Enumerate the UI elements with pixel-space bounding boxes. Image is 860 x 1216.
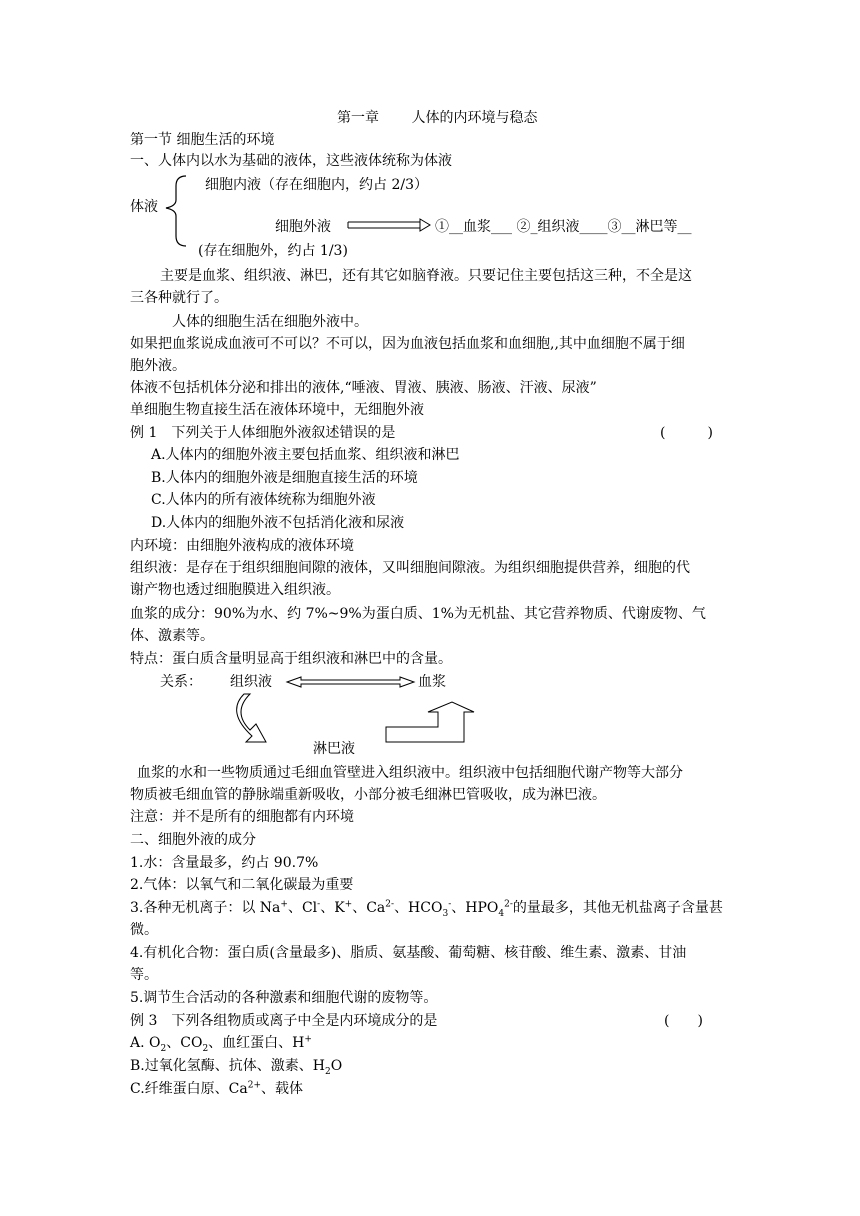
extracellular-note: (存在细胞外，约占 1/3) — [198, 243, 348, 259]
example-3-option-c: C.纤维蛋白原、$Ca^{2+}$、载体 — [130, 1080, 304, 1097]
paragraph-6: 内环境：由细胞外液构成的液体环境 — [130, 538, 354, 554]
relation-plasma: 血浆 — [418, 674, 446, 690]
section-title: 第一节 细胞生活的环境 — [130, 132, 275, 148]
paragraph-1b: 三各种就行了。 — [130, 290, 228, 306]
paragraph-9: 特点：蛋白质含量明显高于组织液和淋巴中的含量。 — [130, 651, 452, 667]
paragraph-4: 体液不包括机体分泌和排出的液体,“唾液、胃液、胰液、肠液、汗液、尿液” — [130, 380, 597, 396]
bidirectional-arrow-icon — [287, 677, 414, 687]
example-1-option-c: C.人体内的所有液体统称为细胞外液 — [151, 492, 376, 508]
paragraph-7b: 谢产物也透过细胞膜进入组织液。 — [130, 582, 340, 598]
example-3-answer-paren: ( ) — [664, 1013, 703, 1029]
example-1-option-a: A.人体内的细胞外液主要包括血浆、组织液和淋巴 — [151, 447, 460, 463]
example-1-answer-paren: ( ) — [660, 425, 713, 441]
paragraph-3a: 如果把血浆说成血液可不可以？不可以，因为血液包括血浆和血细胞,,其中血细胞不属于细 — [130, 336, 685, 352]
example-1-option-b: B.人体内的细胞外液是细胞直接生活的环境 — [151, 470, 418, 486]
paragraph-10b: 物质被毛细血管的静脉端重新吸收，小部分被毛细淋巴管吸收，成为淋巴液。 — [130, 787, 606, 803]
relation-tissue-fluid: 组织液 — [230, 674, 272, 690]
intracellular-fluid: 细胞内液（存在细胞内，约占 2/3） — [205, 177, 428, 193]
paragraph-2: 人体的细胞生活在细胞外液中。 — [172, 314, 368, 330]
double-arrow-right-icon — [348, 219, 430, 231]
component-ions: 3.各种无机离子：以 Na+、Cl-、K+、$Ca^{2-}$、$HCO_3^-$、$HPO_4^{2-}$的量最多，其他无机盐离子含量甚 — [130, 899, 723, 919]
extracellular-fluid: 细胞外液 — [275, 219, 331, 235]
example-3-option-b: B.过氧化氢酶、抗体、激素、$H_2O$ — [130, 1058, 343, 1077]
paragraph-7a: 组织液：是存在于组织细胞间隙的液体，又叫细胞间隙液。为组织细胞提供营养，细胞的代 — [130, 560, 690, 576]
component-ions-line2: 微。 — [130, 922, 158, 938]
brace-icon — [166, 176, 186, 246]
component-gas: 2.气体：以氧气和二氧化碳最为重要 — [130, 877, 354, 893]
paragraph-8b: 体、激素等。 — [130, 628, 214, 644]
heading-two: 二、细胞外液的成分 — [130, 832, 256, 848]
relation-label: 关系： — [160, 674, 202, 690]
paragraph-8a: 血浆的成分：90%为水、约 7%~9%为蛋白质、1%为无机盐、其它营养物质、代谢废物、气 — [130, 606, 706, 622]
paragraph-10a: 血浆的水和一些物质通过毛细血管壁进入组织液中。组织液中包括细胞代谢产物等大部分 — [137, 765, 683, 781]
component-organic-a: 4.有机化合物：蛋白质(含量最多)、脂质、氨基酸、葡萄糖、核苷酸、维生素、激素、甘油 — [130, 945, 687, 961]
bent-arrow-icon — [386, 702, 474, 742]
component-water: 1.水：含量最多，约占 90.7% — [130, 855, 319, 871]
curved-arrow-icon — [237, 694, 266, 742]
example-1-option-d: D.人体内的细胞外液不包括消化液和尿液 — [151, 515, 405, 531]
extracellular-components: ①__血浆___ ②_组织液____③__淋巴等__ — [435, 219, 692, 235]
example-3-question: 例 3 下列各组物质或离子中全是内环境成分的是 — [130, 1013, 438, 1029]
relation-lymph: 淋巴液 — [313, 741, 355, 757]
paragraph-1a: 主要是血浆、组织液、淋巴，还有其它如脑脊液。只要记住主要包括这三种，不全是这 — [160, 268, 692, 284]
component-organic-b: 等。 — [130, 967, 158, 983]
component-hormones: 5.调节生合活动的各种激素和细胞代谢的废物等。 — [130, 990, 438, 1006]
example-3-option-a: A. $O_2$、$CO_2$、血红蛋白、H+ — [130, 1034, 312, 1054]
paragraph-5: 单细胞生物直接生活在液体环境中，无细胞外液 — [130, 402, 424, 418]
paragraph-11: 注意：并不是所有的细胞都有内环境 — [130, 809, 354, 825]
body-fluid-label: 体液 — [130, 199, 158, 215]
heading-one: 一、人体内以水为基础的液体，这些液体统称为体液 — [130, 153, 452, 169]
example-1-question: 例 1 下列关于人体细胞外液叙述错误的是 — [130, 425, 396, 441]
chapter-title: 第一章 人体的内环境与稳态 — [337, 110, 538, 126]
paragraph-3b: 胞外液。 — [130, 358, 186, 374]
